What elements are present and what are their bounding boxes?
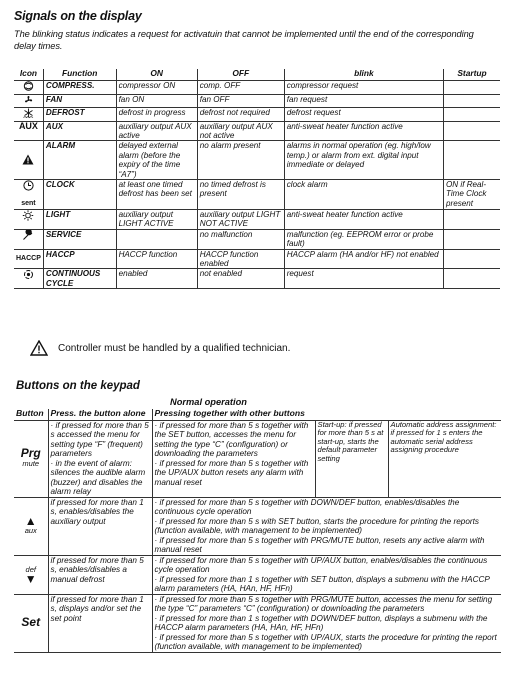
function-cell: FAN	[43, 94, 116, 107]
header-blink: blink	[284, 69, 443, 81]
aux-icon: AUX	[14, 121, 43, 141]
header-on: ON	[116, 69, 197, 81]
off-cell: no timed defrost is present	[197, 180, 284, 210]
table-row	[14, 594, 501, 652]
alone-item: if pressed for more than 1 s, displays and/or set the set point	[50, 594, 144, 623]
table-row	[14, 269, 500, 289]
prg-mute-key	[14, 420, 48, 497]
off-cell: auxiliary output LIGHT NOT ACTIVE	[197, 209, 284, 229]
signals-header-row	[14, 69, 500, 81]
together-cell	[152, 497, 501, 555]
table-row	[14, 94, 500, 107]
together-cell	[152, 420, 315, 497]
blink-cell: compressor request	[284, 81, 443, 94]
startup-cell	[444, 141, 500, 180]
on-cell: enabled	[116, 269, 197, 289]
signals-intro: The blinking status indicates a request for activatuin that cannot be implemented until the end of the corresponding delay times.	[14, 29, 474, 51]
on-cell: auxiliary output LIGHT ACTIVE	[116, 209, 197, 229]
together-item: · if pressed for more than 5 s together with PRG/MUTE button, resets any active alarm with manual reset	[154, 535, 485, 554]
together-item: · if pressed for more than 1 s together with DOWN/DEF button, displays a submenu with the HACCP alarm parameters (HA, HAn, HF, HFn)	[154, 613, 488, 632]
together-item: · if pressed for more than 5 s together with DOWN/DEF button, enables/disables the continuous cycle operation	[154, 497, 460, 516]
alone-item: if pressed for more than 1 s, enables/disables the auxiliary output	[50, 497, 144, 526]
up-arrow-icon: ▲	[24, 513, 37, 528]
on-cell: fan ON	[116, 94, 197, 107]
table-row	[14, 555, 501, 594]
startup-cell	[444, 229, 500, 249]
on-cell: at least one timed defrost has been set	[116, 180, 197, 210]
alone-cell	[48, 497, 152, 555]
normal-operation-label: Normal operation	[170, 397, 247, 407]
function-cell: CLOCK	[43, 180, 116, 210]
together-cell	[152, 594, 501, 652]
warning-note	[30, 340, 290, 356]
together-item: · if pressed for more than 5 s together with the UP/AUX button resets any alarm with manual reset	[154, 458, 309, 487]
on-cell	[116, 229, 197, 249]
table-row	[14, 497, 501, 555]
down-def-key	[14, 555, 48, 594]
service-icon	[14, 229, 43, 249]
buttons-table	[14, 409, 501, 653]
sent-label: sent	[21, 200, 36, 208]
signals-table	[14, 69, 500, 289]
together-cell	[152, 555, 501, 594]
function-cell: COMPRESS.	[43, 81, 116, 94]
buttons-title: Buttons on the keypad	[16, 380, 140, 392]
key-sublabel: mute	[22, 458, 40, 468]
down-arrow-icon: ▼	[24, 571, 37, 586]
function-cell: SERVICE	[43, 229, 116, 249]
alone-item: · in the event of alarm: silences the audible alarm (buzzer) and disables the alarm relay	[50, 458, 146, 496]
startup-cell	[444, 249, 500, 269]
set-key	[14, 594, 48, 652]
blink-cell: HACCP alarm (HA and/or HF) not enabled	[284, 249, 443, 269]
signals-title: Signals on the display	[14, 9, 142, 23]
function-cell: AUX	[43, 121, 116, 141]
alarm-icon	[14, 141, 43, 180]
compressor-icon	[14, 81, 43, 94]
startup-cell	[444, 94, 500, 107]
table-row	[14, 81, 500, 94]
off-cell: fan OFF	[197, 94, 284, 107]
header-alone: Press. the button alone	[48, 409, 152, 420]
together-item: · if pressed for more than 5 s with SET button, starts the procedure for printing the reports (function available, with management to be implemented)	[154, 516, 479, 535]
together-item: · if pressed for more than 5 s together with UP/AUX button, enables/disables the continuous cycle operation	[154, 555, 488, 574]
up-aux-key	[14, 497, 48, 555]
blink-cell: malfunction (eg. EEPROM error or probe fault)	[284, 229, 443, 249]
function-cell: CONTINUOUS CYCLE	[43, 269, 116, 289]
defrost-icon	[14, 108, 43, 121]
blink-cell: defrost request	[284, 108, 443, 121]
table-row	[14, 108, 500, 121]
off-cell: not enabled	[197, 269, 284, 289]
together-item: · if pressed for more than 1 s together with SET button, displays a submenu with the HACCP alarm parameters (HA, HAn, HF, HFn)	[154, 574, 490, 593]
header-startup: Startup	[444, 69, 500, 81]
key-label: Prg	[20, 446, 41, 460]
fan-icon	[14, 94, 43, 107]
key-sublabel: aux	[24, 526, 37, 535]
startup-cell: Start-up: if pressed for more than 5 s at start-up, starts the default parameter setting	[315, 420, 388, 497]
table-row	[14, 121, 500, 141]
blink-cell: fan request	[284, 94, 443, 107]
startup-cell	[444, 108, 500, 121]
startup-cell	[444, 121, 500, 141]
table-row	[14, 209, 500, 229]
buttons-header-row	[14, 409, 501, 420]
cycle-icon	[14, 269, 43, 289]
alone-cell	[48, 420, 152, 497]
startup-cell	[444, 209, 500, 229]
together-item: · if pressed for more than 5 s together with UP/AUX, starts the procedure for printing the report (function available, with management to be implemented)	[154, 632, 497, 651]
off-cell: comp. OFF	[197, 81, 284, 94]
table-row	[14, 229, 500, 249]
warning-icon	[30, 340, 48, 356]
header-off: OFF	[197, 69, 284, 81]
alone-cell	[48, 594, 152, 652]
alone-cell	[48, 555, 152, 594]
together-item: · if pressed for more than 5 s together with PRG/MUTE button, accesses the menu for setting the type “C” parameters “C” (configuration) or downloading the parameters	[154, 594, 493, 613]
startup-cell	[444, 269, 500, 289]
header-icon: Icon	[19, 68, 38, 78]
off-cell: no alarm present	[197, 141, 284, 180]
key-label: Set	[21, 615, 41, 630]
clock-icon	[14, 180, 43, 210]
function-cell: LIGHT	[43, 209, 116, 229]
blink-cell: anti-sweat heater function active	[284, 121, 443, 141]
on-cell: HACCP function	[116, 249, 197, 269]
on-cell: defrost in progress	[116, 108, 197, 121]
on-cell: delayed external alarm (before the expiry of the time “A7”)	[116, 141, 197, 180]
off-cell: HACCP function enabled	[197, 249, 284, 269]
blink-cell: alarms in normal operation (eg. high/low temp.) or alarm from ext. digital input immediate or delayed	[284, 141, 443, 180]
light-icon	[14, 209, 43, 229]
function-cell: ALARM	[43, 141, 116, 180]
off-cell: no malfunction	[197, 229, 284, 249]
table-row	[14, 141, 500, 180]
haccp-icon: HACCP	[14, 249, 43, 269]
blink-cell: request	[284, 269, 443, 289]
off-cell: defrost not required	[197, 108, 284, 121]
blink-cell: clock alarm	[284, 180, 443, 210]
alone-item: · if pressed for more than 5 s accessed the menu for setting type “F” (frequent) parameters	[50, 420, 149, 458]
together-item: · if pressed for more than 5 s together with the SET button, accesses the menu for setting the type “C” (configuration) or downloading the parameters	[154, 420, 309, 458]
table-row	[14, 180, 500, 210]
startup-cell	[444, 81, 500, 94]
header-together: Pressing together with other buttons	[152, 409, 501, 420]
header-function: Function	[43, 69, 116, 81]
function-cell: HACCP	[43, 249, 116, 269]
on-cell: compressor ON	[116, 81, 197, 94]
blink-cell: anti-sweat heater function active	[284, 209, 443, 229]
table-row	[14, 420, 501, 497]
key-sublabel: def	[25, 565, 36, 574]
alone-item: if pressed for more than 5 s, enables/disables a manual defrost	[50, 555, 144, 584]
function-cell: DEFROST	[43, 108, 116, 121]
table-row	[14, 249, 500, 269]
startup-cell: ON if Real-Time Clock present	[444, 180, 500, 210]
warning-text: Controller must be handled by a qualified technician.	[58, 342, 291, 354]
on-cell: auxiliary output AUX active	[116, 121, 197, 141]
auto-address-cell: Automatic address assignment: if pressed for 1 s enters the automatic serial address assigning procedure	[388, 420, 501, 497]
header-button: Button	[16, 408, 44, 418]
off-cell: auxiliary output AUX not active	[197, 121, 284, 141]
